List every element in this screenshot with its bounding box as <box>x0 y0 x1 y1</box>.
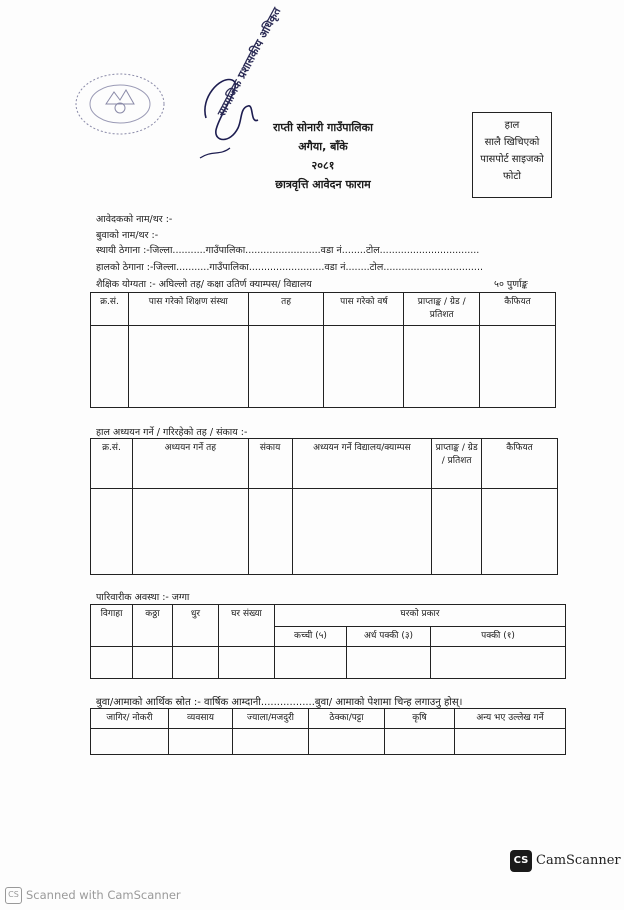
table-header: अन्य भए उल्लेख गर्ने <box>455 709 566 729</box>
permanent-address-line: स्थायी ठेगाना :-जिल्ला...........गाउँपालिका.........................वडा नं........टोल................................. <box>96 245 480 256</box>
table-header: क्र.सं. <box>91 293 129 326</box>
photo-box-line: सालै खिचिएको <box>484 137 540 148</box>
table-cell[interactable] <box>133 647 173 679</box>
current-study-table <box>90 438 558 575</box>
table-header: प्राप्ताङ्क / ग्रेड / प्रतिशत <box>404 293 480 326</box>
table-cell[interactable] <box>219 647 275 679</box>
table-header: अर्ध पक्की (३) <box>347 627 431 647</box>
table-cell[interactable] <box>480 326 556 408</box>
camscanner-small-icon: CS <box>5 887 22 904</box>
table-header: ठेक्का/पट्टा <box>309 709 385 729</box>
table-cell[interactable] <box>275 647 347 679</box>
table-cell[interactable] <box>324 326 404 408</box>
table-cell[interactable] <box>248 489 292 575</box>
office-seal-icon <box>70 64 170 144</box>
table-header: क्र.सं. <box>91 439 133 489</box>
table-header: कैफियत <box>482 439 558 489</box>
camscanner-brand: CamScanner <box>536 853 621 868</box>
table-header: जागिर/ नोकरी <box>91 709 169 729</box>
table-cell[interactable] <box>482 489 558 575</box>
table-cell[interactable] <box>128 326 248 408</box>
table-cell[interactable] <box>432 489 482 575</box>
table-cell[interactable] <box>169 729 233 755</box>
education-label: शैक्षिक योग्यता :- अघिल्लो तह/ कक्षा उतिर्ण क्याम्पस/ विद्यालय <box>96 279 312 290</box>
office-location: अगैया, बाँके <box>298 140 348 153</box>
office-header <box>258 118 388 194</box>
table-header: विगाहा <box>91 605 133 647</box>
table-cell[interactable] <box>431 647 566 679</box>
office-name: राप्ती सोनारी गाउँपालिका <box>273 121 373 134</box>
table-cell[interactable] <box>248 326 324 408</box>
table-cell[interactable] <box>173 647 219 679</box>
table-cell[interactable] <box>385 729 455 755</box>
form-title: छात्रवृत्ति आवेदन फाराम <box>275 178 371 191</box>
table-header: व्यवसाय <box>169 709 233 729</box>
table-cell[interactable] <box>347 647 431 679</box>
photo-box-line: फोटो <box>503 171 521 182</box>
table-header: तह <box>248 293 324 326</box>
full-marks: ५० पुर्णाङ्क <box>494 279 528 290</box>
family-label: पारिवारीक अवस्था :- जग्गा <box>96 592 190 603</box>
table-header: प्राप्ताङ्क / ग्रेड / प्रतिशत <box>432 439 482 489</box>
table-header: घर संख्या <box>219 605 275 647</box>
family-table <box>90 604 566 679</box>
table-cell[interactable] <box>91 489 133 575</box>
photo-box-line: हाल <box>504 120 520 131</box>
camscanner-logo-icon: CS <box>510 850 532 872</box>
photo-box-line: पासपोर्ट साइजको <box>480 154 544 165</box>
table-cell[interactable] <box>233 729 309 755</box>
table-cell[interactable] <box>132 489 248 575</box>
table-header: घरको प्रकार <box>275 605 566 627</box>
table-header: ज्याला/मजदुरी <box>233 709 309 729</box>
table-cell[interactable] <box>91 647 133 679</box>
table-header: धुर <box>173 605 219 647</box>
scanned-with-text: Scanned with CamScanner <box>26 888 181 902</box>
applicant-name-label: आवेदकको नाम/थर :- <box>96 214 173 225</box>
year: २०८१ <box>311 159 335 172</box>
current-address-line: हालको ठेगाना :-जिल्ला...........गाउँपालिका.........................वडा नं........टोल................................. <box>96 262 483 273</box>
table-cell[interactable] <box>309 729 385 755</box>
education-table <box>90 292 556 408</box>
current-study-label: हाल अध्ययन गर्ने / गरिरहेको तह / संकाय :- <box>96 427 248 438</box>
table-header: पास गरेको वर्ष <box>324 293 404 326</box>
table-cell[interactable] <box>455 729 566 755</box>
table-cell[interactable] <box>404 326 480 408</box>
table-header: पास गरेको शिक्षण संस्था <box>128 293 248 326</box>
father-name-label: बुवाको नाम/थर :- <box>96 230 159 241</box>
table-header: कच्ची (५) <box>275 627 347 647</box>
table-cell[interactable] <box>292 489 432 575</box>
table-header: कृषि <box>385 709 455 729</box>
official-stamp-text: सामाजिक प्रशासकीय अधिकृत <box>214 5 284 119</box>
table-cell[interactable] <box>91 729 169 755</box>
photo-box <box>472 112 552 198</box>
table-header: कठ्ठा <box>133 605 173 647</box>
table-header: कैफियत <box>480 293 556 326</box>
table-header: अध्ययन गर्ने विद्यालय/क्याम्पस <box>292 439 432 489</box>
income-label: बुवा/आमाको आर्थिक स्रोत :- वार्षिक आम्दानी.................बुवा/ आमाको पेशामा चिन्ह लगाउनु होस्। <box>96 697 463 708</box>
table-header: अध्ययन गर्ने तह <box>132 439 248 489</box>
income-table <box>90 708 566 755</box>
table-header: संकाय <box>248 439 292 489</box>
table-header: पक्की (१) <box>431 627 566 647</box>
table-cell[interactable] <box>91 326 129 408</box>
